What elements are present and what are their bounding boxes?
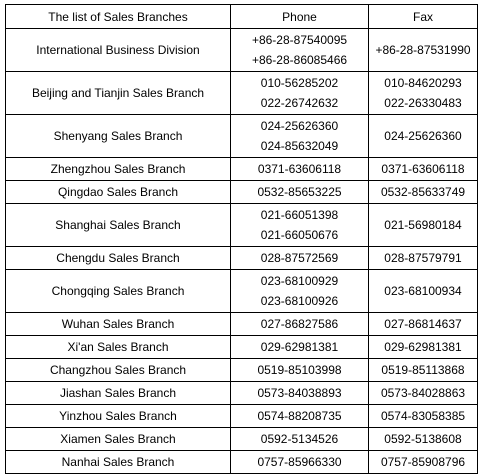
branch-name-cell: Chongqing Sales Branch [6, 270, 231, 313]
fax-cell [369, 428, 478, 451]
table-row [6, 428, 478, 451]
phone-cell [231, 72, 369, 115]
phone-number: 0371-63606118 [257, 162, 342, 176]
phone-number: +86-28-86085466 [251, 53, 348, 67]
table-row [6, 115, 478, 158]
fax-number: 0371-63606118 [381, 162, 465, 176]
fax-cell [369, 115, 478, 158]
phone-number: 022-26742632 [260, 96, 339, 110]
fax-cell [369, 451, 478, 474]
fax-number: 0519-85113868 [381, 363, 465, 377]
fax-cell [369, 336, 478, 359]
branch-name-cell: Xiamen Sales Branch [6, 428, 231, 451]
fax-cell [369, 29, 478, 72]
branch-name-cell: Nanhai Sales Branch [6, 451, 231, 474]
phone-cell [231, 313, 369, 336]
phone-cell [231, 270, 369, 313]
phone-cell [231, 428, 369, 451]
table-row [6, 247, 478, 270]
phone-cell [231, 158, 369, 181]
table-row [6, 451, 478, 474]
fax-number: 022-26330483 [384, 96, 462, 110]
branch-name-cell: Chengdu Sales Branch [6, 247, 231, 270]
table-row [6, 158, 478, 181]
fax-number: 0573-84028863 [380, 386, 466, 400]
table-body [6, 29, 478, 474]
fax-cell [369, 72, 478, 115]
fax-number: 0574-83058385 [380, 409, 466, 423]
phone-number: 0757-85966330 [257, 455, 342, 469]
phone-number: 023-68100929 [260, 274, 339, 288]
phone-cell [231, 359, 369, 382]
table-row [6, 336, 478, 359]
phone-number: 028-87572569 [260, 251, 339, 265]
phone-cell [231, 247, 369, 270]
fax-number: 0757-85908796 [380, 455, 466, 469]
fax-number: 029-62981381 [384, 340, 462, 354]
fax-number: 0592-5138608 [384, 432, 462, 446]
fax-cell [369, 204, 478, 247]
fax-number: 021-56980184 [384, 218, 462, 232]
branch-name-cell: Wuhan Sales Branch [6, 313, 231, 336]
phone-number: 0573-84038893 [257, 386, 342, 400]
branch-name-cell: Qingdao Sales Branch [6, 181, 231, 204]
phone-number: 0592-5134526 [260, 432, 339, 446]
header-phone: Phone [231, 5, 369, 29]
phone-cell [231, 382, 369, 405]
fax-cell [369, 158, 478, 181]
fax-number: 027-86814637 [384, 317, 462, 331]
fax-cell [369, 313, 478, 336]
phone-number: 023-68100926 [260, 294, 339, 308]
fax-cell [369, 382, 478, 405]
phone-cell [231, 336, 369, 359]
phone-number: 010-56285202 [260, 76, 339, 90]
header-row [6, 5, 478, 29]
table-row [6, 270, 478, 313]
table-row [6, 204, 478, 247]
branch-name-cell: Xi'an Sales Branch [6, 336, 231, 359]
phone-cell [231, 405, 369, 428]
phone-number: 021-66051398 [260, 208, 339, 222]
fax-cell [369, 247, 478, 270]
phone-cell [231, 204, 369, 247]
fax-number: 024-25626360 [384, 129, 462, 143]
phone-number: 029-62981381 [260, 340, 339, 354]
table-row [6, 359, 478, 382]
header-fax: Fax [369, 5, 478, 29]
branch-name-cell: Beijing and Tianjin Sales Branch [6, 72, 231, 115]
table-row [6, 313, 478, 336]
branch-name-cell: International Business Division [6, 29, 231, 72]
phone-number: 027-86827586 [260, 317, 339, 331]
phone-number: 0532-85653225 [257, 185, 342, 199]
header-branch: The list of Sales Branches [6, 5, 231, 29]
fax-cell [369, 270, 478, 313]
table-row [6, 29, 478, 72]
branch-name-cell: Zhengzhou Sales Branch [6, 158, 231, 181]
fax-cell [369, 181, 478, 204]
table-row [6, 181, 478, 204]
table-row [6, 382, 478, 405]
phone-cell [231, 181, 369, 204]
branch-name-cell: Shanghai Sales Branch [6, 204, 231, 247]
fax-number: 023-68100934 [384, 284, 462, 298]
fax-number: +86-28-87531990 [375, 43, 471, 57]
fax-cell [369, 359, 478, 382]
phone-number: 024-85632049 [260, 139, 339, 153]
table-row [6, 72, 478, 115]
phone-cell [231, 115, 369, 158]
branch-name-cell: Jiashan Sales Branch [6, 382, 231, 405]
fax-number: 028-87579791 [384, 251, 462, 265]
branch-name-cell: Yinzhou Sales Branch [6, 405, 231, 428]
table-row [6, 405, 478, 428]
branch-name-cell: Changzhou Sales Branch [6, 359, 231, 382]
fax-number: 0532-85633749 [380, 185, 466, 199]
phone-number: +86-28-87540095 [251, 33, 348, 47]
branch-name-cell: Shenyang Sales Branch [6, 115, 231, 158]
fax-number: 010-84620293 [384, 76, 462, 90]
phone-number: 0519-85103998 [257, 363, 342, 377]
phone-number: 0574-88208735 [257, 409, 342, 423]
sales-branches-table [5, 4, 478, 474]
phone-cell [231, 29, 369, 72]
phone-number: 021-66050676 [260, 228, 339, 242]
phone-number: 024-25626360 [260, 119, 339, 133]
phone-cell [231, 451, 369, 474]
fax-cell [369, 405, 478, 428]
